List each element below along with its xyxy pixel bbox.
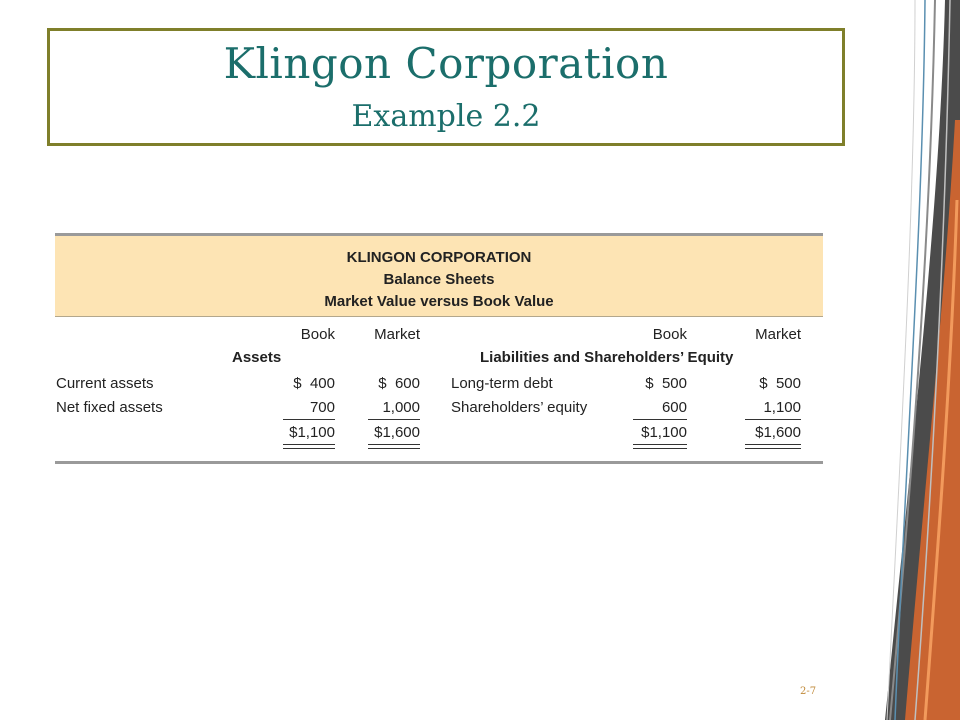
asset-label-fixed: Net fixed assets [56, 399, 163, 416]
asset-book-total: $1,100 [289, 424, 335, 441]
asset-market-fixed: 1,000 [382, 399, 420, 416]
assets-heading: Assets [232, 349, 282, 366]
decorative-side-graphic [885, 0, 960, 720]
liab-book-underline [633, 419, 687, 420]
asset-market-double-underline [368, 444, 420, 449]
liab-market-double-underline [745, 444, 801, 449]
liab-market-underline [745, 419, 801, 420]
liab-book-header: Book [652, 326, 687, 343]
liab-book-debt: $ 500 [645, 375, 687, 392]
asset-market-total: $1,600 [374, 424, 420, 441]
asset-label-current: Current assets [56, 375, 154, 392]
liab-book-equity: 600 [661, 399, 687, 416]
liab-market-total: $1,600 [755, 424, 801, 441]
liab-label-debt: Long-term debt [451, 375, 553, 392]
liab-market-header: Market [755, 326, 801, 343]
asset-book-double-underline [283, 444, 335, 449]
company-name: KLINGON CORPORATION [346, 249, 532, 266]
balance-sheet-table [55, 233, 823, 464]
asset-book-fixed: 700 [309, 399, 335, 416]
bottom-rule [55, 461, 823, 464]
page-number: 2-7 [800, 686, 817, 697]
liab-book-total: $1,100 [641, 424, 687, 441]
liab-book-double-underline [633, 444, 687, 449]
slide-subtitle: Example 2.2 [351, 99, 541, 134]
liab-market-debt: $ 500 [759, 375, 801, 392]
asset-book-current: $ 400 [293, 375, 335, 392]
liabilities-heading: Liabilities and Shareholders’ Equity [480, 349, 734, 366]
asset-market-current: $ 600 [378, 375, 420, 392]
title-box [47, 28, 845, 146]
table-header-band [55, 236, 823, 317]
sheet-title: Balance Sheets [383, 271, 495, 288]
assets-book-header: Book [300, 326, 335, 343]
assets-market-header: Market [374, 326, 420, 343]
liab-market-equity: 1,100 [763, 399, 801, 416]
sheet-subtitle: Market Value versus Book Value [324, 293, 554, 310]
liab-label-equity: Shareholders’ equity [451, 399, 588, 416]
slide-title: Klingon Corporation [223, 39, 669, 88]
asset-market-underline [368, 419, 420, 420]
asset-book-underline [283, 419, 335, 420]
